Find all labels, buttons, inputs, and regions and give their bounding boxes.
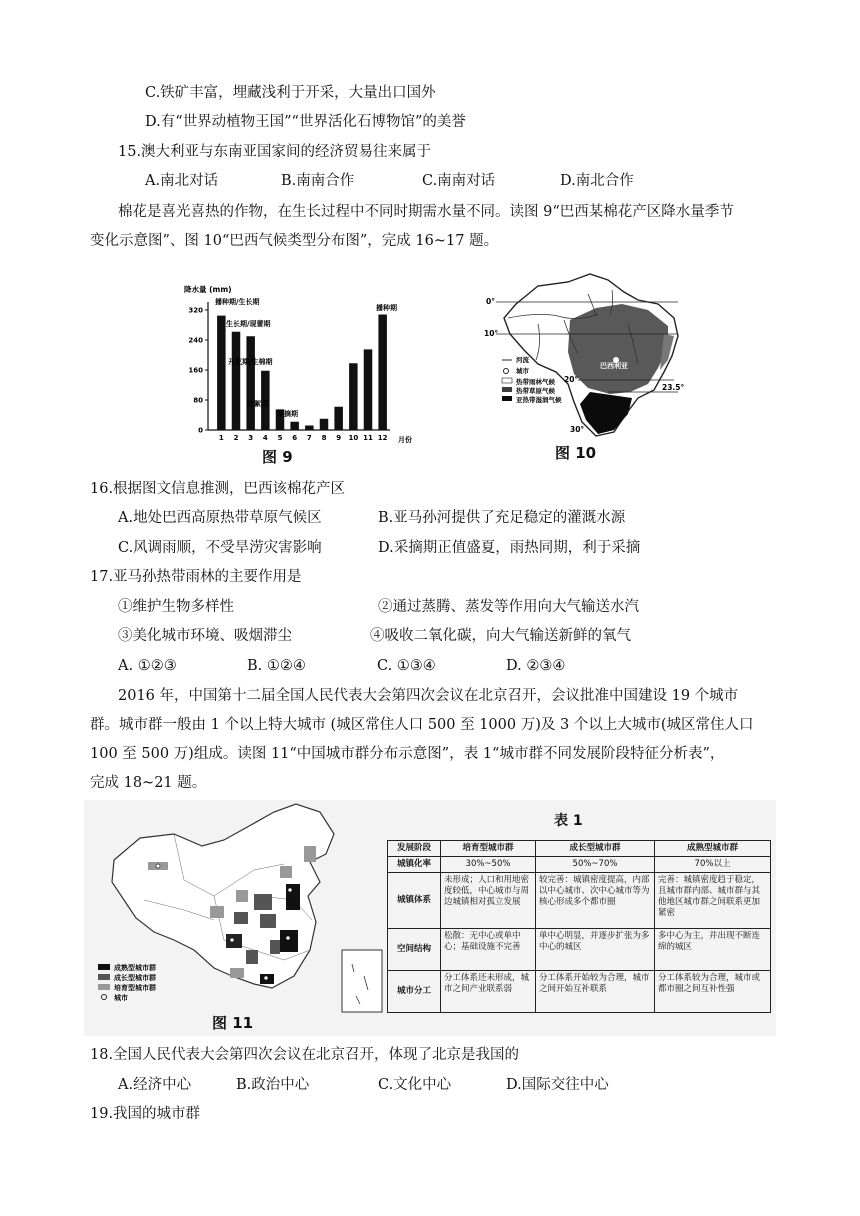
q16-option-a: A.地处巴西高原热带草原气候区 (118, 510, 322, 526)
cell: 70%以上 (655, 857, 771, 873)
q17-stem: 17.亚马孙热带雨林的主要作用是 (90, 569, 302, 585)
q18-stem: 18.全国人民代表大会第四次会议在北京召开，体现了北京是我国的 (90, 1047, 520, 1063)
fig9-xunit: 月份 (398, 436, 412, 444)
q18-option-d: D.国际交往中心 (506, 1077, 609, 1093)
figure-9-caption: 图 9 (262, 448, 293, 466)
intro-city-line4: 完成 18~21 题。 (90, 775, 207, 791)
fig9-ylabel: 降水量 (mm) (184, 285, 232, 294)
fig9-bar-month-1 (217, 316, 226, 430)
legend-river: 河流 (516, 356, 529, 364)
th-nurturing: 培育型城市群 (441, 841, 536, 857)
china-outline (112, 804, 334, 988)
legend-subtropical-swatch (502, 396, 512, 401)
q16-option-c: C.风调雨顺，不受旱涝灾害影响 (118, 540, 322, 556)
q15-option-a: A.南北对话 (145, 173, 219, 189)
intro-city-line1: 2016 年，中国第十二届全国人民代表大会第四次会议在北京召开，会议批准中国建设 19 个城市 (118, 688, 739, 704)
intro-cotton-line1: 棉花是喜光喜热的作物，在生长过程中不同时期需水量不同。读图 9“巴西某棉花产区降水量季节 (118, 204, 734, 220)
cell: 50%~70% (536, 857, 655, 873)
q16-option-b: B.亚马孙河提供了充足稳定的灌溉水源 (378, 510, 626, 526)
fig9-ytick-label: 320 (188, 306, 203, 315)
fig9-xtick-label: 9 (336, 434, 342, 442)
lat-0: 0° (486, 297, 495, 306)
legend-mature-swatch (98, 964, 110, 970)
row-label-urbanization: 城镇化率 (388, 857, 441, 873)
q14-option-c: C.铁矿丰富，埋藏浅利于开采，大量出口国外 (145, 85, 436, 101)
fig9-ytick-label: 0 (198, 426, 203, 435)
lat-10: 10° (484, 329, 499, 338)
table-1 (387, 840, 771, 1013)
legend-subtropical: 亚热带湿润气候 (516, 396, 562, 404)
cell: 分工体系开始较为合理，城市之间开始互补联系 (536, 971, 655, 1013)
row-label-division: 城市分工 (388, 971, 441, 1013)
cell: 较完善：城镇密度提高，内部以中心城市、次中心城市等为核心形成多个都市圈 (536, 873, 655, 929)
legend-nurturing: 培育型城市群 (114, 984, 156, 992)
fig9-bar-month-12 (378, 315, 387, 431)
fig9-xtick-label: 10 (348, 434, 359, 442)
legend-city-11: 城市 (114, 994, 128, 1002)
table-row (388, 929, 771, 971)
q16-option-d: D.采摘期正值盛夏，雨热同期，利于采摘 (378, 540, 641, 556)
th-stage: 发展阶段 (388, 841, 441, 857)
fig9-annot-grow-bud: 生长期/现蕾期 (226, 320, 271, 328)
intro-city-line2: 群。城市群一般由 1 个以上特大城市 (城区常住人口 500 至 1000 万)及 3 个以上大城市(城区常住人口 (90, 717, 754, 733)
lat-30: 30° (570, 425, 585, 434)
legend-mature: 成熟型城市群 (114, 964, 156, 972)
legend-rainforest-swatch (502, 378, 512, 383)
q18-option-c: C.文化中心 (378, 1077, 452, 1093)
brasilia-label: 巴西利亚 (600, 362, 628, 370)
lat-20: 20° (564, 375, 579, 384)
th-mature: 成熟型城市群 (655, 841, 771, 857)
fig9-annot-flower: 开花期/生棉期 (228, 358, 273, 366)
fig9-xtick-label: 4 (262, 434, 268, 442)
fig9-ytick-label: 240 (188, 336, 203, 345)
fig9-xtick-label: 8 (321, 434, 327, 442)
cell: 单中心明显，并逐步扩张为多中心的城区 (536, 929, 655, 971)
fig9-bar-month-10 (349, 363, 358, 430)
legend-savanna: 热带草原气候 (516, 387, 555, 395)
fig9-bar-month-3 (246, 336, 255, 430)
fig9-ytick-label: 80 (193, 396, 203, 405)
q17-item-1: ①维护生物多样性 (118, 599, 234, 615)
fig9-bar-month-6 (290, 422, 299, 430)
q18-option-b: B.政治中心 (236, 1077, 310, 1093)
table-row (388, 857, 771, 873)
fig9-xtick-label: 1 (218, 434, 224, 442)
q17-item-3: ③美化城市环境、吸烟滞尘 (118, 628, 292, 644)
fig9-xtick-label: 7 (306, 434, 312, 442)
intro-cotton-line2: 变化示意图”、图 10“巴西气候类型分布图”，完成 16~17 题。 (90, 233, 499, 249)
row-label-spatial: 空间结构 (388, 929, 441, 971)
legend-rainforest: 热带雨林气候 (516, 378, 555, 386)
cell: 完善：城镇密度趋于稳定，且城市群内部、城市群与其他地区城市群之间联系更加紧密 (655, 873, 771, 929)
fig9-bar-month-11 (364, 349, 373, 430)
q17-item-4: ④吸收二氧化碳，向大气输送新鲜的氧气 (370, 628, 631, 644)
table-header-row (388, 841, 771, 857)
figure-11-panel (84, 800, 776, 1036)
fig9-annot-pick: 采摘期 (277, 410, 298, 418)
fig9-annot-boll: 吐絮期 (247, 400, 268, 408)
figure-10-caption: 图 10 (555, 444, 597, 462)
fig9-bar-month-7 (305, 426, 314, 431)
cell: 未形成；人口和用地密度较低，中心城市与周边城镇相对孤立发展 (441, 873, 536, 929)
fig9-annot-sow: 播种期 (376, 304, 397, 312)
fig9-xtick-label: 5 (277, 434, 283, 442)
fig9-annot-sow-grow: 播种期/生长期 (215, 298, 260, 306)
fig9-bar-month-8 (320, 419, 329, 430)
q19-stem: 19.我国的城市群 (90, 1106, 201, 1122)
legend-savanna-swatch (502, 387, 512, 392)
row-label-town-system: 城镇体系 (388, 873, 441, 929)
q17-option-b: B. ①②④ (247, 658, 306, 674)
south-china-sea-inset (342, 950, 382, 1012)
cell: 多中心为主，并出现不断连绵的城区 (655, 929, 771, 971)
legend-city: 城市 (516, 367, 529, 375)
q17-option-d: D. ②③④ (506, 658, 566, 674)
fig9-xtick-label: 11 (363, 434, 373, 442)
q15-option-c: C.南南对话 (422, 173, 496, 189)
q17-option-c: C. ①③④ (377, 658, 436, 674)
th-growing: 成长型城市群 (536, 841, 655, 857)
figure-11-china-map (84, 800, 424, 1036)
table-1-title: 表 1 (554, 813, 583, 829)
cell: 分工体系较为合理，城市或都市圈之间互补性强 (655, 971, 771, 1013)
legend-city-swatch (504, 369, 509, 374)
figure-9-precipitation-chart (178, 278, 428, 448)
legend-city-swatch-11 (102, 995, 107, 1000)
fig9-bar-month-2 (232, 332, 241, 430)
cell: 松散：无中心或单中心；基础设施不完善 (441, 929, 536, 971)
table-row (388, 873, 771, 929)
legend-nurturing-swatch (98, 984, 110, 990)
q15-stem: 15.澳大利亚与东南亚国家间的经济贸易往来属于 (118, 144, 432, 160)
q15-option-b: B.南南合作 (281, 173, 355, 189)
figure-10-brazil-climate-map (478, 264, 688, 442)
fig9-bar-month-9 (334, 407, 343, 430)
table-row (388, 971, 771, 1013)
fig9-xtick-label: 12 (377, 434, 388, 442)
legend-growing-swatch (98, 974, 110, 980)
fig9-ytick-label: 160 (188, 366, 203, 375)
q18-option-a: A.经济中心 (118, 1077, 192, 1093)
fig9-xtick-label: 3 (248, 434, 254, 442)
q16-stem: 16.根据图文信息推测，巴西该棉花产区 (90, 481, 346, 497)
intro-city-line3: 100 至 500 万)组成。读图 11“中国城市群分布示意图”，表 1“城市群不同发展阶段特征分析表”， (90, 746, 725, 762)
q17-option-a: A. ①②③ (118, 658, 177, 674)
legend-growing: 成长型城市群 (114, 974, 156, 982)
cell: 30%~50% (441, 857, 536, 873)
figure-11-caption: 图 11 (212, 1014, 254, 1032)
q14-option-d: D.有“世界动植物王国”“世界活化石博物馆”的美誉 (145, 114, 466, 130)
q17-item-2: ②通过蒸腾、蒸发等作用向大气输送水汽 (378, 599, 639, 615)
q15-option-d: D.南北合作 (560, 173, 634, 189)
lat-23-5: 23.5° (662, 383, 685, 392)
fig9-xtick-label: 2 (233, 434, 239, 442)
cell: 分工体系还未形成，城市之间产业联系弱 (441, 971, 536, 1013)
fig9-xtick-label: 6 (292, 434, 298, 442)
